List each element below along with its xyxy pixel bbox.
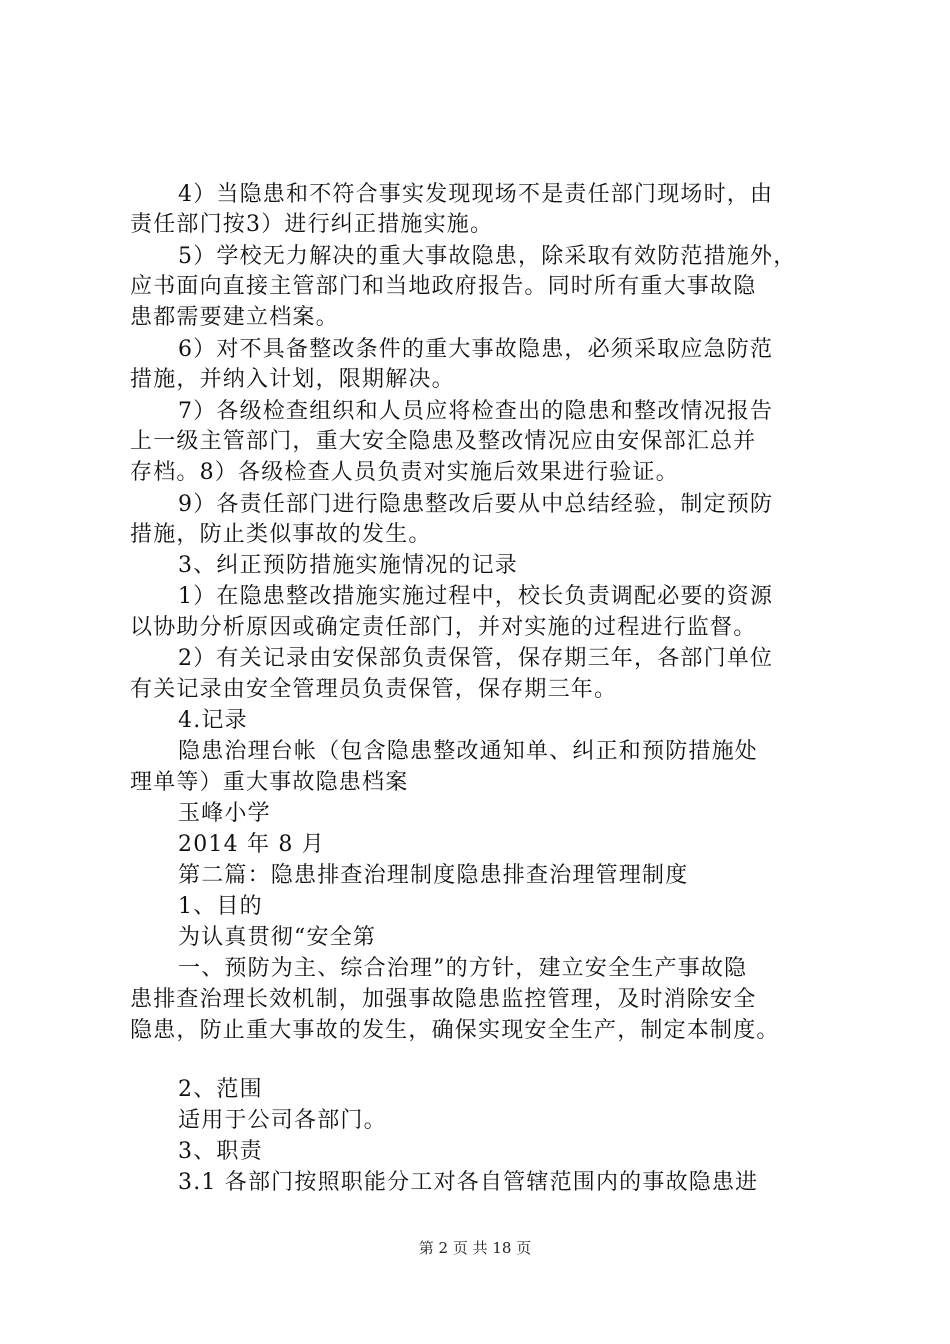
text-line: 责任部门按3）进行纠正措施实施。: [130, 212, 494, 237]
text-line: 措施，防止类似事故的发生。: [130, 522, 432, 547]
text-line: 应书面向直接主管部门和当地政府报告。同时所有重大事故隐: [130, 274, 757, 299]
text-line: 2）有关记录由安保部负责保管，保存期三年，各部门单位: [178, 646, 774, 671]
signature-organization: 玉峰小学: [178, 801, 271, 826]
signature-date: 2014 年 8 月: [178, 832, 325, 857]
section-heading: 1、目的: [178, 894, 263, 919]
text-line: 患都需要建立档案。: [130, 305, 339, 330]
text-line: 隐患，防止重大事故的发生，确保实现安全生产，制定本制度。: [130, 1018, 780, 1043]
text-line: 7）各级检查组织和人员应将检查出的隐患和整改情况报告: [178, 399, 774, 424]
section-heading: 3、纠正预防措施实施情况的记录: [178, 553, 518, 578]
section-heading: 3、职责: [178, 1139, 263, 1164]
text-line: 适用于公司各部门。: [178, 1108, 387, 1133]
text-line: 5）学校无力解决的重大事故隐患，除采取有效防范措施外，: [178, 244, 797, 269]
text-line: 以协助分析原因或确定责任部门，并对实施的过程进行监督。: [130, 615, 757, 640]
text-line: 一、预防为主、综合治理”的方针，建立安全生产事故隐: [178, 956, 748, 981]
text-line: 6）对不具备整改条件的重大事故隐患，必须采取应急防范: [178, 337, 774, 362]
text-line: 患排查治理长效机制，加强事故隐患监控管理，及时消除安全: [130, 987, 757, 1012]
text-line: 隐患治理台帐（包含隐患整改通知单、纠正和预防措施处: [178, 739, 759, 764]
section-heading: 4.记录: [178, 708, 248, 733]
text-line: 上一级主管部门，重大安全隐患及整改情况应由安保部汇总并: [130, 429, 757, 454]
text-line: 为认真贯彻“安全第: [178, 925, 377, 950]
text-line: 有关记录由安全管理员负责保管，保存期三年。: [130, 677, 618, 702]
chapter-title: 第二篇：隐患排查治理制度隐患排查治理管理制度: [178, 863, 689, 888]
text-line: 理单等）重大事故隐患档案: [130, 770, 409, 795]
text-line: 9）各责任部门进行隐患整改后要从中总结经验，制定预防: [178, 492, 774, 517]
text-line: 1）在隐患整改措施实施过程中，校长负责调配必要的资源: [178, 584, 774, 609]
text-line: 3.1 各部门按照职能分工对各自管辖范围内的事故隐患进: [178, 1170, 759, 1195]
text-line: 存档。8）各级检查人员负责对实施后效果进行验证。: [130, 460, 679, 485]
page-number-footer: 第 2 页 共 18 页: [418, 1239, 532, 1257]
section-heading: 2、范围: [178, 1077, 263, 1102]
text-line: 措施，并纳入计划，限期解决。: [130, 367, 455, 392]
text-line: 4）当隐患和不符合事实发现现场不是责任部门现场时，由: [178, 182, 774, 207]
